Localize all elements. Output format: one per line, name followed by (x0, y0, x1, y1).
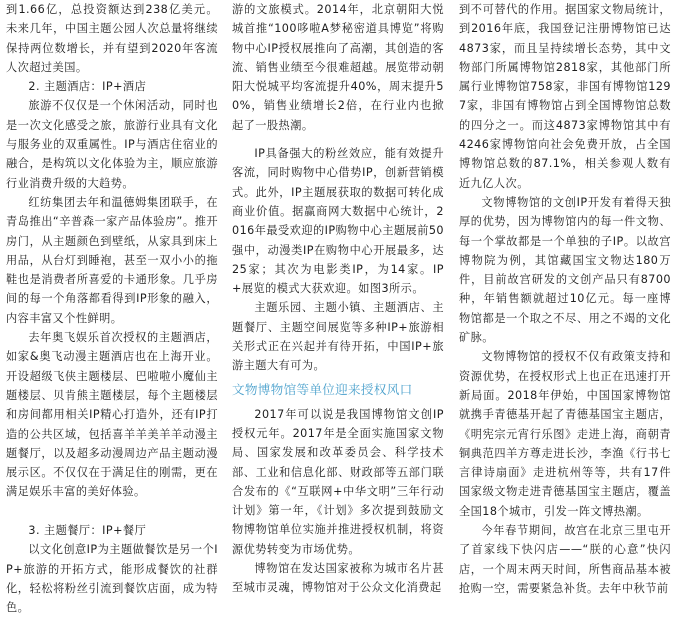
body-paragraph: 去年奥飞娱乐首次授权的主题酒店，如家&奥飞动漫主题酒店也在上海开业。开设超级飞侠主题楼层、巴啦啦小魔仙主题楼层、贝肯熊主题楼层，每个主题楼层和房间都用相关IP精心打造外，还有IP打造的公共区域，包括喜羊羊美羊羊动漫主题餐厅，以及超多动漫周边产品主题动漫展示区。不仅仅在于满足住的刚需，更在满足娱乐丰富的美好体验。 (6, 331, 218, 499)
body-paragraph: 今年春节期间，故宫在北京三里屯开了首家线下快闪店——“朕的心意”快闪店，一个周末两天时间，所售商品基本被抢购一空，需要紧急补货。去年中秋节前 (459, 524, 671, 595)
section-heading: 文物博物馆等单位迎来授权风口 (232, 381, 413, 397)
body-paragraph: 2017年可以说是我国博物馆文创IP授权元年。2017年是全面实施国家文物局、国家发展和改革委员会、科学技术部、工业和信息化部、财政部等五部门联合发布的《“互联网+中华文明”三年行动计划》第一年，《计划》多次提到鼓励文物博物馆单位实施并推进授权机制，将资源优势转变为市场优势。 (232, 407, 444, 556)
column-right (459, 0, 671, 598)
body-paragraph: 2. 主题酒店：IP+酒店 (28, 80, 147, 94)
paragraph-spacer (232, 135, 444, 144)
body-paragraph: 文物博物馆的授权不仅有政策支持和资源优势，在授权形式上也正在迅速打开新局面。2018年伊始，中国国家博物馆就携手青德基开起了青德基国宝主题店，《明宪宗元宵行乐图》走进上海，商朝青铜典范四羊方尊走进长沙，李渔《行书七言律诗扇面》走进杭州等等，共有17件国家级文物走进青德基国宝主题店，覆盖全国18个城市，引发一阵文博热潮。 (459, 350, 671, 518)
body-paragraph: 红纺集团去年和温德姆集团联手，在青岛推出“辛普森一家产品体验房”。推开房门，从主题颜色到壁纸，从家具到床上用品，从台灯到睡袍，甚至一双小小的拖鞋也是消费者所喜爱的卡通形象。几乎房间的每一个角落都看得到IP形象的融入，内容丰富又个性鲜明。 (6, 195, 218, 325)
body-paragraph: 游的文旅模式。2014年，北京朝阳大悦城首推“100哆啦A梦秘密道具博览”将购物中心IP授权展推向了高潮，其创造的客流、销售业绩至今很难超越。展览带动朝阳大悦城平均客流提升40%，周末提升50%，销售业绩增长2倍，在行业内也掀起了一股热潮。 (232, 3, 444, 132)
body-paragraph: 3. 主题餐厅：IP+餐厅 (28, 524, 147, 538)
paragraph-spacer (6, 502, 218, 521)
body-paragraph: 到1.66亿，总投资额达到238亿美元。未来几年，中国主题公园人次总量将继续保持两位数增长，并有望到2020年客流人次超过美国。 (6, 3, 218, 74)
body-paragraph: 主题乐园、主题小镇、主题酒店、主题餐厅、主题空间展览等多种IP+旅游相关形式正在兴起并有待开拓，中国IP+旅游主题大有可为。 (232, 301, 444, 373)
column-left (6, 0, 218, 618)
body-paragraph: 文物博物馆的文创IP开发有着得天独厚的优势，因为博物馆内的每一件文物、每一个掌故都是一个单独的子IP。以故宫博物院为例，其馆藏国宝文物达180万件，目前故宫研发的文创产品只有8700种，年销售额就超过10亿元。每一座博物馆都是一个取之不尽、用之不竭的文化矿脉。 (459, 195, 671, 345)
body-paragraph: 博物馆在发达国家被称为城市名片甚至城市灵魂，博物馆对于公众文化消费起 (232, 562, 444, 595)
body-paragraph: 以文化创意IP为主题做餐饮是另一个IP+旅游的开拓方式，能形成餐饮的社群化，轻松将粉丝引流到餐饮店面，成为特色。 (6, 543, 218, 615)
column-middle (232, 0, 444, 598)
body-paragraph: 到不可替代的作用。据国家文物局统计，到2016年底，我国登记注册博物馆已达4873家，而且呈持续增长态势，其中文物部门所属博物馆2818家，其他部门所属行业博物馆758家，非国有博物馆1297家，非国有博物馆占到全国博物馆总数的四分之一。而这4873家博物馆其中有4246家博物馆向社会免费开放，占全国博物馆总数的87.1%，相关参观人数有近九亿人次。 (459, 3, 671, 190)
body-paragraph: IP具备强大的粉丝效应，能有效提升客流，同时购物中心借势IP，创新营销模式。此外，IP主题展获取的数据可转化成商业价值。据赢商网大数据中心统计，2016年最受欢迎的IP购物中心主题展前50强中，动漫类IP在购物中心开展最多，达25家；其次为电影类IP，为14家。IP+展览的模式大获欢迎。如图3所示。 (232, 147, 444, 296)
body-paragraph: 旅游不仅仅是一个休闲活动，同时也是一次文化感受之旅，旅游行业具有文化与服务业的双重属性。IP与酒店住宿业的融合，是构筑以文化体验为主，顺应旅游行业消费升级的大趋势。 (6, 99, 218, 190)
